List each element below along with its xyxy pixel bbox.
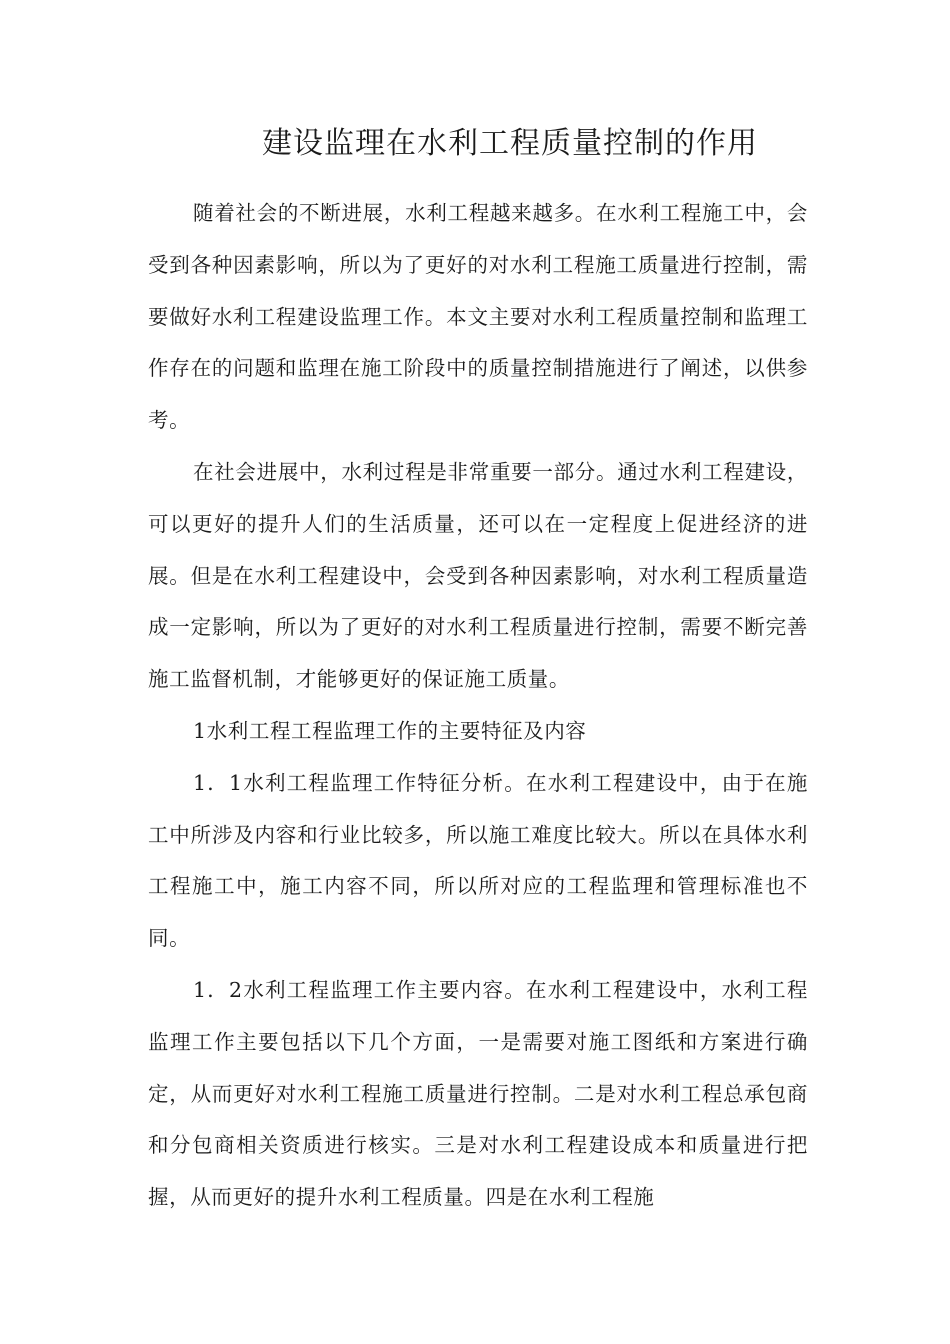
document-title: 建设监理在水利工程质量控制的作用 (262, 126, 758, 161)
document-body (148, 188, 808, 1224)
paragraph-background: 在社会进展中，水利过程是非常重要一部分。通过水利工程建设，可以更好的提升人们的生活质量，还可以在一定程度上促进经济的进展。但是在水利工程建设中，会受到各种因素影响，对水利工程质量造成一定影响，所以为了更好的对水利工程质量进行控制，需要不断完善施工监督机制，才能够更好的保证施工质量。 (148, 459, 808, 692)
paragraph-intro: 随着社会的不断进展，水利工程越来越多。在水利工程施工中，会受到各种因素影响，所以为了更好的对水利工程施工质量进行控制，需要做好水利工程建设监理工作。本文主要对水利工程质量控制和监理工作存在的问题和监理在施工阶段中的质量控制措施进行了阐述，以供参考。 (148, 201, 808, 433)
paragraph-section-1-2: 1．2水利工程监理工作主要内容。在水利工程建设中，水利工程监理工作主要包括以下几个方面，一是需要对施工图纸和方案进行确定，从而更好对水利工程施工质量进行控制。二是对水利工程总承包商和分包商相关资质进行核实。三是对水利工程建设成本和质量进行把握，从而更好的提升水利工程质量。四是在水利工程施 (148, 977, 808, 1210)
paragraph-section-1-1: 1．1水利工程监理工作特征分析。在水利工程建设中，由于在施工中所涉及内容和行业比较多，所以施工难度比较大。所以在具体水利工程施工中，施工内容不同，所以所对应的工程监理和管理标准也不同。 (148, 770, 808, 951)
section-heading-1: 1水利工程工程监理工作的主要特征及内容 (193, 718, 587, 743)
